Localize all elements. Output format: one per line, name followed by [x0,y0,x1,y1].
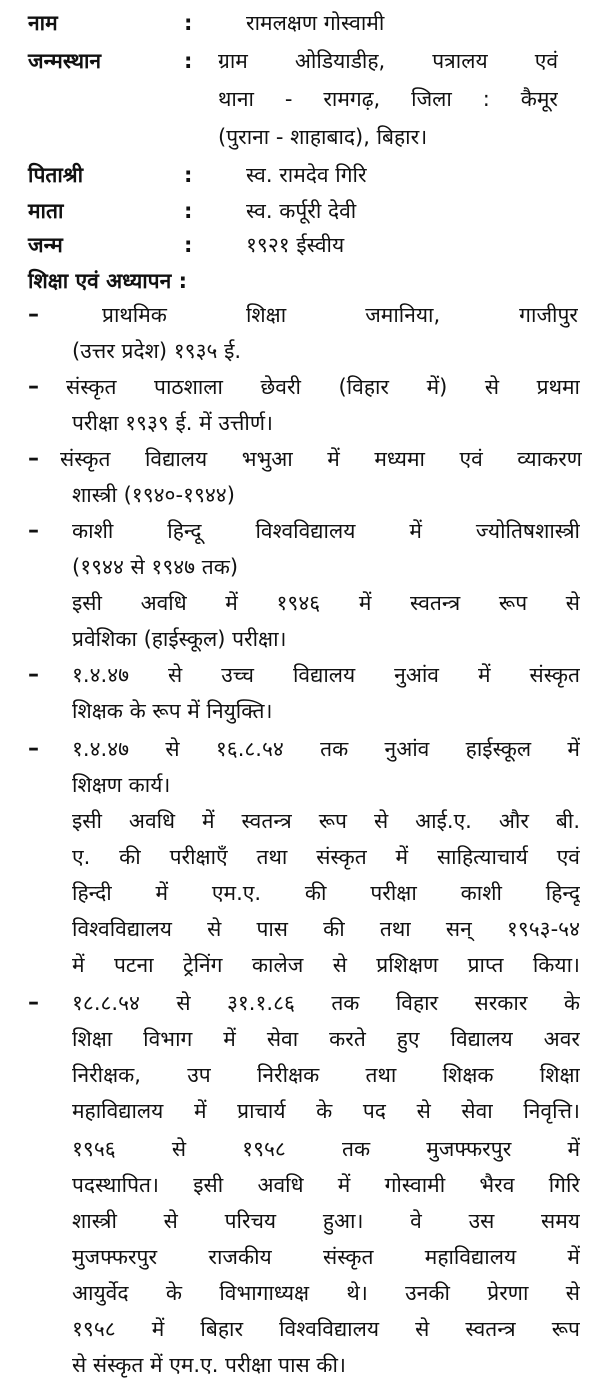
entry-6-line-1: १.४.४७ से १६.८.५४ तक नुआंव हाईस्कूल में [72,737,580,761]
entry-4-line-1: काशी हिन्दू विश्वविद्यालय में ज्योतिषशास्त्री [72,519,580,543]
father-colon: : [184,163,193,187]
entry-dash: – [28,518,39,543]
mother-value: स्व. कर्पूरी देवी [246,199,357,223]
entry-6-line-5: हिन्दी में एम.ए. की परीक्षा काशी हिन्दू [72,881,580,905]
entry-6-line-3: इसी अवधि में स्वतन्त्र रूप से आई.ए. और बी. [72,809,580,833]
birthplace-value-line-1: ग्राम ओडियाडीह, पत्रालय एवं [218,49,558,73]
entry-7-line-8: मुजफ्फरपुर राजकीय संस्कृत महाविद्यालय में [72,1245,580,1269]
entry-7-line-6: पदस्थापित। इसी अवधि में गोस्वामी भैरव गिरि [72,1173,580,1197]
mother-row [28,192,588,230]
entry-dash: – [28,374,39,399]
entry-5-line-2: शिक्षक के रूप में नियुक्ति। [72,699,273,723]
entry-7-line-5: १९५६ से १९५८ तक मुजफ्फरपुर में [72,1137,580,1161]
name-label: नाम [28,11,58,35]
mother-colon: : [184,199,193,223]
birthplace-line [0,42,600,80]
father-label: पिताश्री [28,163,84,187]
birthplace-label: जन्मस्थान [28,49,102,73]
entry-4-line-3: इसी अवधि में १९४६ में स्वतन्त्र रूप से [72,591,580,615]
birthplace-line [0,80,600,118]
entry-3-line-1: संस्कृत विद्यालय भभुआ में मध्यमा एवं व्याकरण [60,447,582,471]
entry-7-line-2: शिक्षा विभाग में सेवा करते हुए विद्यालय अवर [72,1027,580,1051]
birth-row [28,226,588,264]
entry-6-line-6: विश्वविद्यालय से पास की तथा सन् १९५३-५४ [72,917,580,941]
father-value: स्व. रामदेव गिरि [246,163,367,187]
entry-dash: – [28,446,39,471]
name-value: रामलक्षण गोस्वामी [246,11,385,35]
entry-dash: – [28,662,39,687]
entry-7-line-10: १९५८ में बिहार विश्वविद्यालय से स्वतन्त्र रूप [72,1317,580,1341]
entry-2-line-2: परीक्षा १९३९ ई. में उत्तीर्ण। [72,411,273,435]
name-colon: : [184,11,193,35]
birthplace-colon: : [184,49,193,73]
education-section-title: शिक्षा एवं अध्यापन : [28,269,187,293]
mother-label: माता [28,199,64,223]
entry-dash: – [28,302,39,327]
name-row [28,4,588,42]
entry-6-line-7: में पटना ट्रेनिंग कालेज से प्रशिक्षण प्राप्त किया। [72,953,580,977]
entry-1-line-1: प्राथमिक शिक्षा जमानिया, गाजीपुर [102,303,578,327]
entry-4-line-2: (१९४४ से १९४७ तक) [72,555,239,579]
entry-7-line-3: निरीक्षक, उप निरीक्षक तथा शिक्षक शिक्षा [72,1063,580,1087]
entry-7-line-7: शास्त्री से परिचय हुआ। वे उस समय [72,1209,580,1233]
entry-6-line-2: शिक्षण कार्य। [72,773,171,797]
birthplace-line [0,118,600,156]
entry-4-line-4: प्रवेशिका (हाईस्कूल) परीक्षा। [72,627,287,651]
entry-6-line-4: ए. की परीक्षाएँ तथा संस्कृत में साहित्याचार्य एवं [72,845,580,869]
father-row [28,156,588,194]
entry-1-line-2: (उत्तर प्रदेश) १९३५ ई. [72,339,242,363]
birth-value: १९२१ ईस्वीय [246,233,345,257]
birthplace-value-line-3: (पुराना - शाहाबाद), बिहार। [218,125,428,149]
entry-dash: – [28,990,39,1015]
entry-5-line-1: १.४.४७ से उच्च विद्यालय नुआंव में संस्कृत [72,663,580,687]
entry-7-line-4: महाविद्यालय में प्राचार्य के पद से सेवा निवृत्ति। [72,1099,580,1123]
birth-label: जन्म [28,233,63,257]
birth-colon: : [184,233,193,257]
entry-7-line-9: आयुर्वेद के विभागाध्यक्ष थे। उनकी प्रेरणा से [72,1281,580,1305]
entry-7-line-11: से संस्कृत में एम.ए. परीक्षा पास की। [72,1353,346,1377]
birthplace-value-line-2: थाना - रामगढ़, जिला : कैमूर [218,87,558,111]
entry-3-line-2: शास्त्री (१९४०-१९४४) [72,483,235,507]
entry-2-line-1: संस्कृत पाठशाला छेवरी (विहार में) से प्रथमा [66,375,580,399]
entry-dash: – [28,736,39,761]
entry-7-line-1: १८.८.५४ से ३१.१.८६ तक विहार सरकार के [72,991,580,1015]
